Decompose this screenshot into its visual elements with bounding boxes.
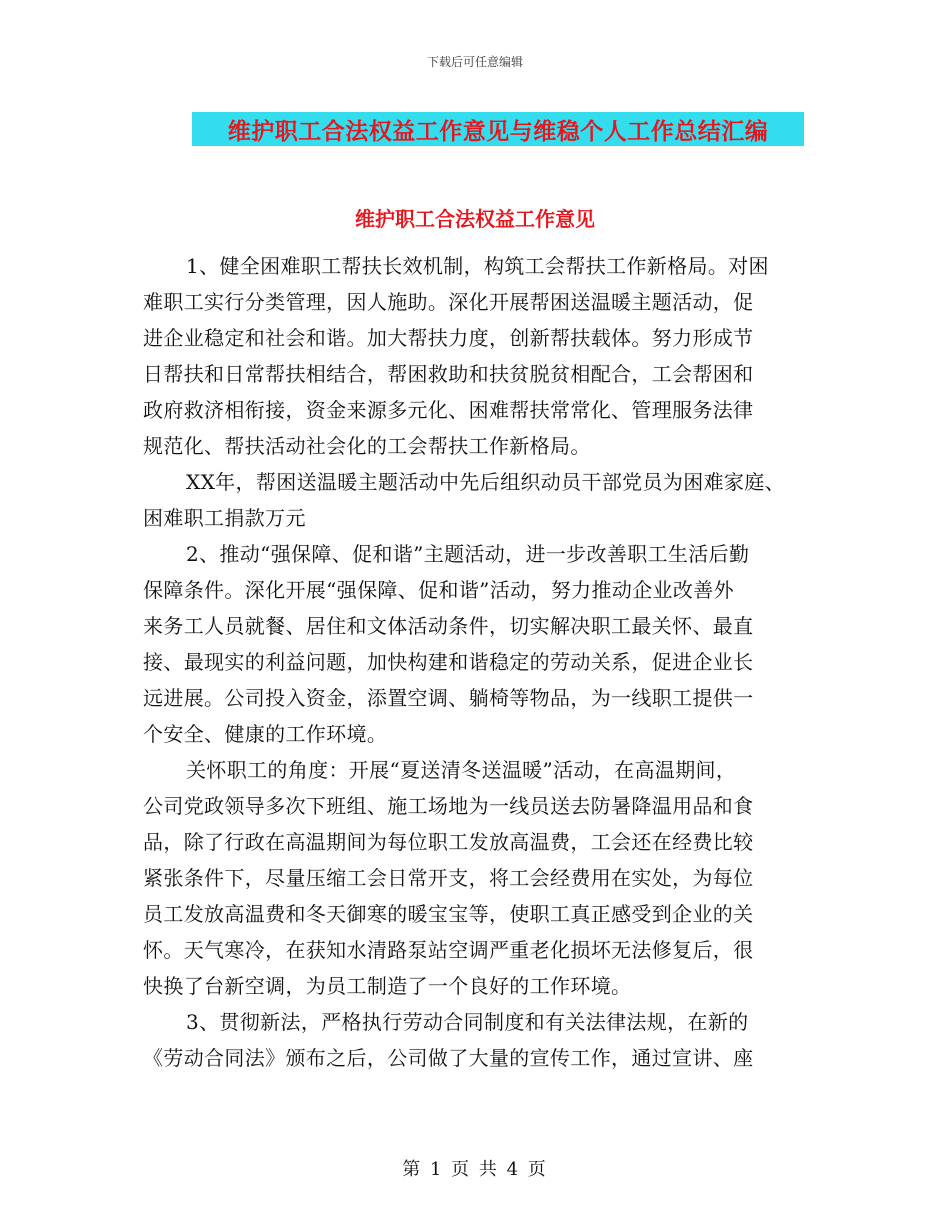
section-title: 维护职工合法权益工作意见 [355,207,595,231]
body-line: 关怀职工的角度：开展“夏送清冬送温暖”活动，在高温期间， [186,758,737,782]
body-line: 进企业稳定和社会和谐。加大帮扶力度，创新帮扶载体。努力形成节 [143,326,754,350]
body-line: 快换了台新空调，为员工制造了一个良好的工作环境。 [143,974,632,998]
body-line: 难职工实行分类管理，因人施助。深化开展帮困送温暖主题活动，促 [143,290,754,314]
header-note: 下载后可任意编辑 [426,55,523,69]
body-line: 1、健全困难职工帮扶长效机制，构筑工会帮扶工作新格局。对困 [186,254,769,278]
body-line: 远进展。公司投入资金，添置空调、躺椅等物品，为一线职工提供一 [143,686,754,710]
body-line: 3、贯彻新法，严格执行劳动合同制度和有关法律法规，在新的 [186,1010,749,1034]
body-line: 接、最现实的利益问题，加快构建和谐稳定的劳动关系，促进企业长 [143,650,754,674]
main-title-highlight [192,112,804,146]
body-line: 怀。天气寒冷，在获知水清路泵站空调严重老化损坏无法修复后，很 [143,938,754,962]
body-line: 规范化、帮扶活动社会化的工会帮扶工作新格局。 [143,434,591,458]
document-title: 维护职工合法权益工作意见与维稳个人工作总结汇编 [227,118,769,145]
body-line: 政府救济相衔接，资金来源多元化、困难帮扶常常化、管理服务法律 [143,398,754,422]
body-line: 2、推动“强保障、促和谐”主题活动，进一步改善职工生活后勤 [186,542,750,566]
page-number: 第 1 页 共 4 页 [402,1159,548,1180]
body-line: XX年，帮困送温暖主题活动中先后组织动员干部党员为困难家庭、 [186,470,785,494]
body-line: 困难职工捐款万元 [143,506,306,530]
body-line: 紧张条件下，尽量压缩工会日常开支，将工会经费用在实处，为每位 [143,866,754,890]
body-line: 日帮扶和日常帮扶相结合，帮困救助和扶贫脱贫相配合，工会帮困和 [143,362,754,386]
body-line: 《劳动合同法》颁布之后，公司做了大量的宣传工作，通过宣讲、座 [143,1046,754,1070]
body-line: 公司党政领导多次下班组、施工场地为一线员送去防暑降温用品和食 [143,794,754,818]
body-line: 品，除了行政在高温期间为每位职工发放高温费，工会还在经费比较 [143,830,754,854]
body-line: 保障条件。深化开展“强保障、促和谐”活动，努力推动企业改善外 [143,578,734,602]
body-line: 来务工人员就餐、居住和文体活动条件，切实解决职工最关怀、最直 [143,614,754,638]
body-line: 员工发放高温费和冬天御寒的暖宝宝等，使职工真正感受到企业的关 [143,902,754,926]
body-line: 个安全、健康的工作环境。 [143,722,388,746]
